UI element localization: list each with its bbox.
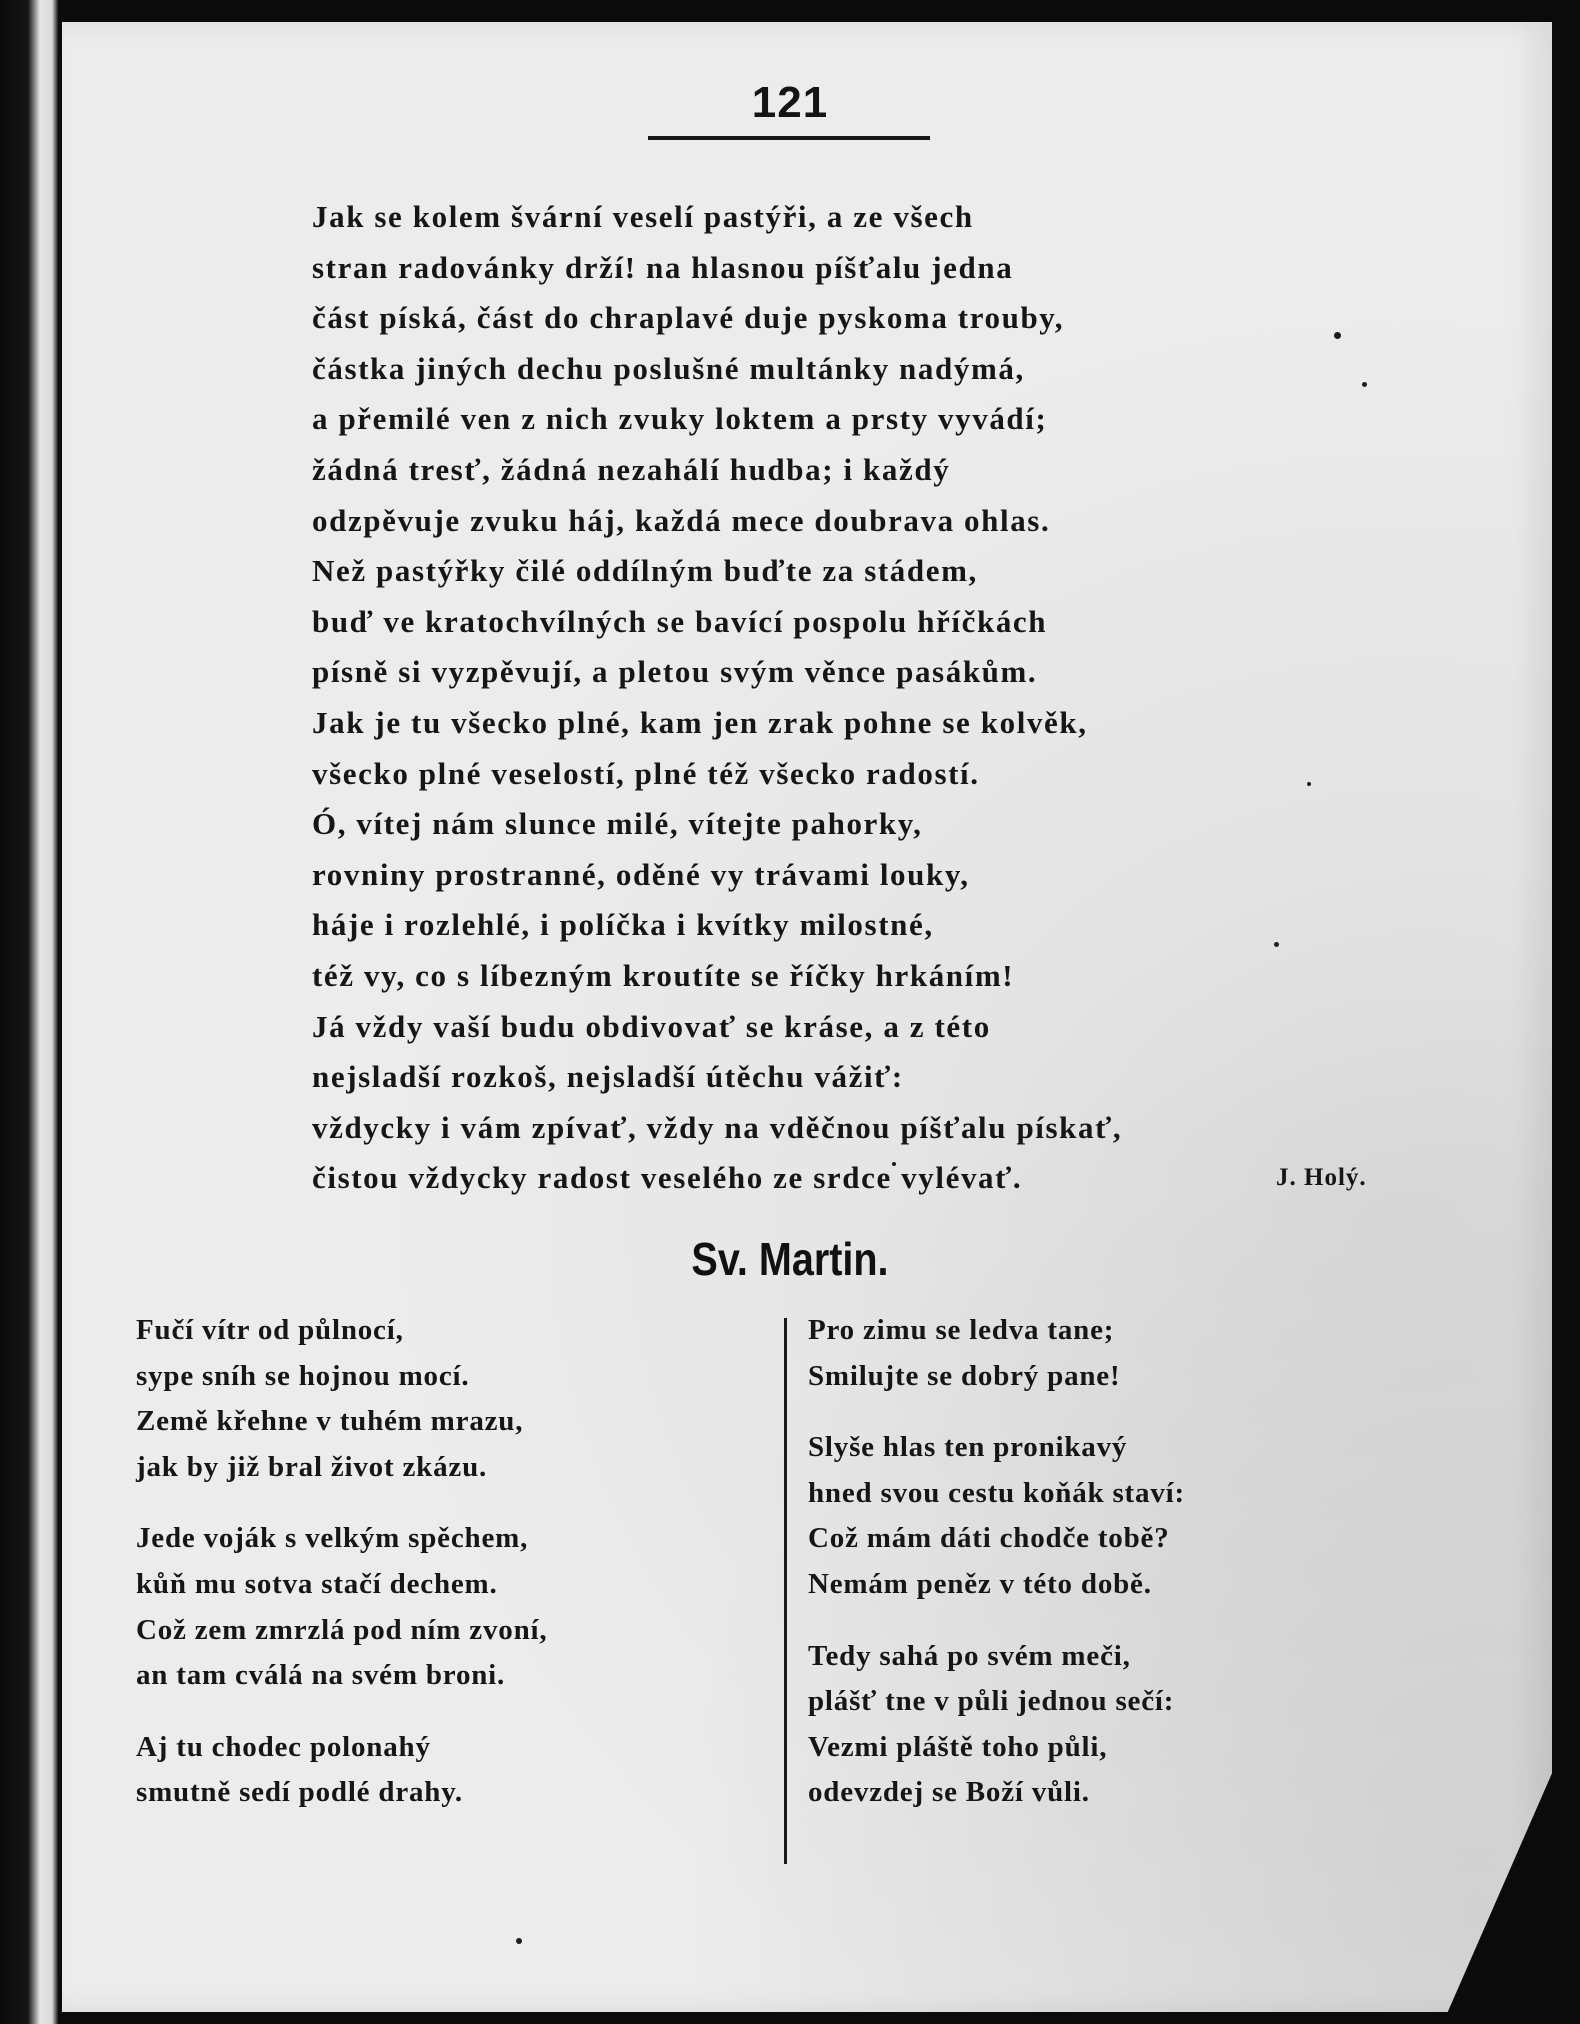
- poem-line: nejsladší rozkoš, nejsladší útěchu vážiť:: [312, 1059, 904, 1095]
- poem-line: vždycky i vám zpívať, vždy na vděčnou píšťalu pískať,: [312, 1109, 1123, 1145]
- stanza: [808, 1425, 1368, 1607]
- poem-line: Tedy sahá po svém meči,: [808, 1639, 1131, 1672]
- poem-column-left: [136, 1308, 776, 1842]
- stanza: [136, 1308, 776, 1490]
- poem-line: jak by již bral život zkázu.: [136, 1450, 488, 1483]
- column-divider: [784, 1318, 787, 1864]
- poem-line: odevzdej se Boží vůli.: [808, 1776, 1090, 1809]
- poem-line: smutně sedí podlé drahy.: [136, 1776, 463, 1809]
- poem-line: a přemilé ven z nich zvuky loktem a prsty vyvádí;: [312, 401, 1048, 437]
- poem-line: Jak je tu všecko plné, kam jen zrak pohne se kolvěk,: [312, 704, 1088, 740]
- poem-line: Ó, vítej nám slunce milé, vítejte pahorky,: [312, 806, 923, 842]
- poem-line: všecko plné veselostí, plné též všecko radostí.: [312, 755, 980, 791]
- poem-line: plášť tne v půli jednou sečí:: [808, 1685, 1175, 1718]
- poem-line: žádná tresť, žádná nezahálí hudba; i každý: [312, 451, 951, 487]
- ink-speck: [1362, 382, 1367, 387]
- page-number-rule: [648, 136, 930, 140]
- poem-line: čistou vždycky radost veselého ze srdce vylévať.: [312, 1160, 1023, 1196]
- poem-line: sype sníh se hojnou mocí.: [136, 1359, 470, 1392]
- poem-line: hned svou cestu koňák staví:: [808, 1476, 1185, 1509]
- stanza: [808, 1308, 1368, 1399]
- poem-line: odzpěvuje zvuku háj, každá mece doubrava ohlas.: [312, 502, 1051, 538]
- poem-line: Smilujte se dobrý pane!: [808, 1359, 1121, 1392]
- section-title: Sv. Martin.: [691, 1233, 889, 1285]
- poem-line: háje i rozlehlé, i políčka i kvítky milostné,: [312, 907, 934, 943]
- poem-line: Vezmi pláště toho půli,: [808, 1730, 1108, 1763]
- poem-line: Země křehne v tuhém mrazu,: [136, 1405, 524, 1438]
- poem-line: Jak se kolem švární veselí pastýři, a ze všech: [312, 199, 974, 234]
- poem-line: an tam cválá na svém broni.: [136, 1659, 506, 1692]
- poem-line: Což mám dáti chodče tobě?: [808, 1522, 1170, 1555]
- page-number: 121: [751, 78, 829, 127]
- poem-line: stran radovánky drží! na hlasnou píšťalu jedna: [312, 249, 1014, 285]
- poem-line: Nemám peněz v této době.: [808, 1567, 1152, 1600]
- poem-line: částka jiných dechu poslušné multánky nadýmá,: [312, 350, 1025, 386]
- poem-line: kůň mu sotva stačí dechem.: [136, 1567, 498, 1600]
- stanza: [808, 1634, 1368, 1816]
- poem-line: část píská, část do chraplavé duje pyskoma trouby,: [312, 300, 1065, 336]
- poem-line: Aj tu chodec polonahý: [136, 1730, 431, 1763]
- ink-speck: [1334, 332, 1341, 339]
- poem-line: Jede voják s velkým spěchem,: [136, 1522, 529, 1555]
- stanza: [136, 1725, 776, 1816]
- poem-line: Fučí vítr od půlnocí,: [136, 1314, 404, 1346]
- poem-line: písně si vyzpěvují, a pletou svým věnce pasákům.: [312, 654, 1038, 690]
- poem-author: J. Holý.: [1276, 1164, 1367, 1191]
- poem-line: Pro zimu se ledva tane;: [808, 1314, 1115, 1346]
- ink-speck: [516, 1938, 522, 1944]
- stanza: [136, 1516, 776, 1698]
- poem-line: buď ve kratochvílných se bavící pospolu hříčkách: [312, 603, 1048, 639]
- poem-line: Já vždy vaší budu obdivovať se krásе, a z této: [312, 1008, 991, 1044]
- poem-line: též vy, co s líbezným kroutíte se říčky hrkáním!: [312, 957, 1015, 993]
- poem-line: Což zem zmrzlá pod ním zvoní,: [136, 1613, 548, 1646]
- poem-column-right: [808, 1308, 1368, 1842]
- poem-line: rovniny prostranné, oděné vy trávami louky,: [312, 856, 970, 892]
- poem-line: Slyše hlas ten pronikavý: [808, 1431, 1128, 1464]
- poem-line: Než pastýřky čilé oddílným buďte za stádem,: [312, 553, 978, 589]
- poem-holy: [312, 192, 1312, 1204]
- scan-left-edge: [0, 0, 58, 2024]
